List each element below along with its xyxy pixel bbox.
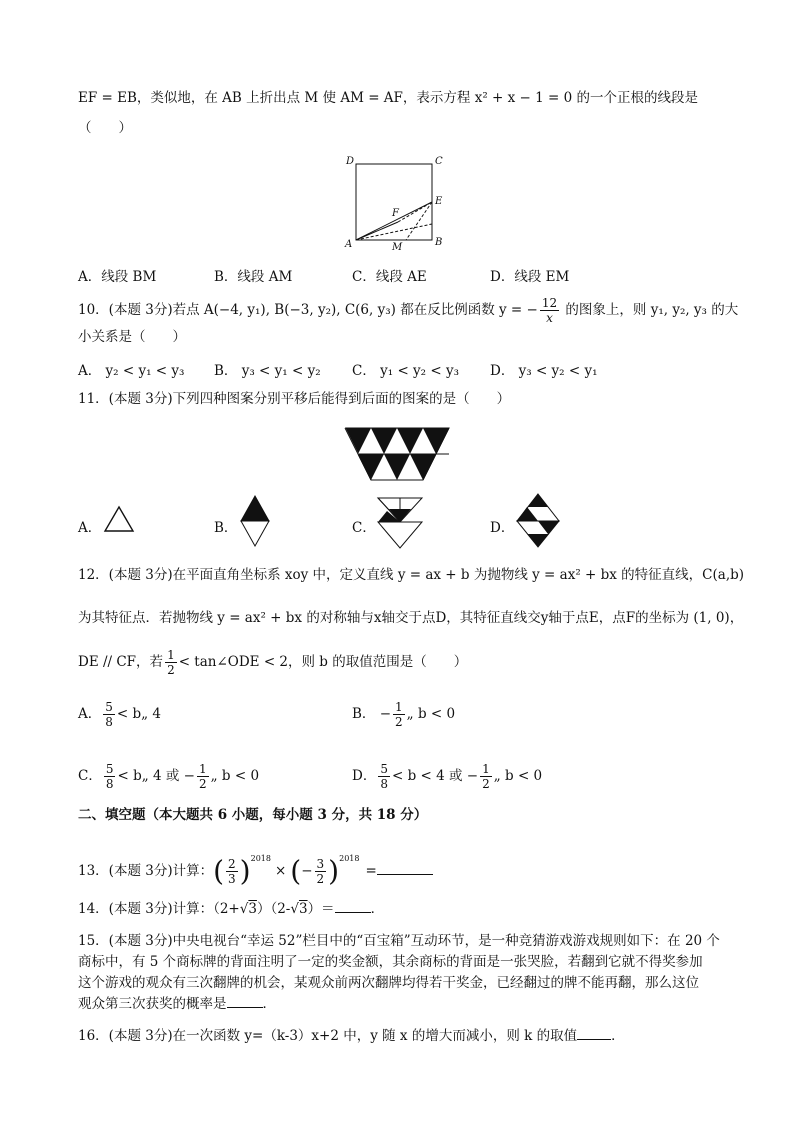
q12-a-frac [103,700,115,729]
q10-fraction [540,296,559,325]
q12-c-num2: 1 [199,762,207,776]
q14-suffix: ）＝ [307,901,335,917]
q12-d-num2: 1 [482,762,490,776]
q12-line3 [78,648,467,677]
q13-prefix: 13．(本题 3分)计算： [78,863,214,879]
q13-f1-den: 3 [228,872,236,886]
q14-sqrt1-value: 3 [248,901,257,917]
q12-line3-num: 1 [167,648,175,662]
q12-c-den1: 8 [105,777,114,791]
q9-option-a: A．线段 BM [78,269,157,285]
q12-b-suffix: „ b < 0 [406,706,456,722]
q12-a-suffix: < b„ 4 [116,706,162,722]
label-D: D [346,156,355,167]
q12-line1: 12．(本题 3分)在平面直角坐标系 xoy 中，定义直线 y = ax + b 为抛物线 y = ax² + bx 的特征直线，C(a,b) [78,567,745,583]
q11-option-c-figure [377,497,423,549]
q12-a-prefix: A． [78,706,102,722]
q12-b-den: 2 [395,715,403,729]
q12-line3-den: 2 [167,663,175,677]
q12-d-den2: 2 [482,777,490,791]
q12-d-den1: 8 [380,777,388,791]
q15-end: ． [262,996,276,1012]
q14-line [78,900,384,918]
q16-end: ． [611,1028,625,1044]
q15-line4 [78,995,276,1013]
q14-end: ． [370,901,385,917]
q11-option-a-label: A． [78,520,102,536]
q13-f2-sign: − [301,863,313,879]
q12-option-a [78,700,161,729]
q12-option-d [352,762,542,791]
q12-line3-suffix: < tan∠ODE < 2，则 b 的取值范围是（ ） [178,654,468,670]
label-A: A [345,239,353,250]
q9-option-b: B．线段 AM [214,269,293,285]
q9-option-d: D．线段 EM [490,269,570,285]
q12-c-prefix: C． [78,768,102,784]
q12-line3-prefix: DE // CF，若 [78,654,164,670]
q12-b-num: 1 [395,700,403,714]
label-E: E [435,196,443,207]
q11-option-b-label: B． [214,520,238,536]
q13-f1-num: 2 [228,857,236,871]
q10-prefix: 10．(本题 3分)若点 A(−4, y₁), B(−3, y₂), C(6, y₃) 都在反比例函数 y = − [78,302,538,318]
q10-frac-den: x [546,311,553,325]
q13-f2-den: 2 [316,872,325,886]
q11-option-d-figure [515,493,561,551]
q16-text: 16．(本题 3分)在一次函数 y=（k-3）x+2 中，y 随 x 的增大而减小，则 k 的取值 [78,1028,578,1044]
q12-c-den2: 2 [199,777,207,791]
q14-answer-blank[interactable] [335,912,371,913]
q12-d-mid: < b < 4 或 − [391,768,479,784]
q12-b-prefix: B． − [352,706,392,722]
q12-c-frac2 [197,762,209,791]
q11-line1: 11．(本题 3分)下列四种图案分别平移后能得到后面的图案的是（ ） [78,391,511,407]
q9-line1: EF = EB，类似地，在 AB 上折出点 M 使 AM = AF，表示方程 x² + x − 1 = 0 的一个正根的线段是 [78,90,699,106]
q13-frac1 [226,857,238,886]
q15-line3: 这个游戏的观众有三次翻牌的机会，某观众前两次翻牌均得若干奖金，已经翻过的牌不能再翻，那么这位 [78,975,699,991]
q12-c-frac1 [104,762,116,791]
q9-square-figure [340,152,450,252]
q12-a-den: 8 [105,715,113,729]
q13-exp1: 2018 [250,854,271,863]
q12-d-frac2 [480,762,492,791]
q13-line: 13．(本题 3分)计算：( $\frac{2}{3}$ )$^{2018}$× (− $\frac{3}{2}$ )$^{2018}$= [78,846,433,886]
q10-option-c: C． y₁ < y₂ < y₃ [352,363,460,379]
label-C: C [435,156,443,167]
q16-answer-blank[interactable] [577,1039,611,1040]
q12-option-c [78,762,259,791]
q12-d-frac1 [378,762,390,791]
q12-line3-fraction [165,648,177,677]
q14-sqrt2: √3 [290,901,308,917]
q15-answer-blank[interactable] [227,1007,263,1008]
q16-line [78,1027,625,1045]
q13-exp2: 2018 [339,854,360,863]
section-2-heading: 二、填空题（本大题共 6 小题，每小题 3 分，共 18 分） [78,807,428,823]
q12-c-suffix: „ b < 0 [210,768,260,784]
q15-line1: 15．(本题 3分)中央电视台“幸运 52”栏目中的“百宝箱”互动环节，是一种竞猜游戏游戏规则如下：在 20 个 [78,933,720,949]
q10-option-b: B． y₃ < y₁ < y₂ [214,363,321,379]
q14-mid: ）（2- [256,901,291,917]
q12-option-b [352,700,455,729]
q14-sqrt2-value: 3 [298,901,308,917]
q13-times: × [274,863,287,879]
q11-option-a-figure [103,505,135,533]
q15-line2: 商标中，有 5 个商标牌的背面注明了一定的奖金额，其余商标的背面是一张哭脸，若翻到它就不得奖参加 [78,954,703,970]
q12-c-mid: < b„ 4 或 − [117,768,195,784]
q13-f2-num: 3 [316,857,325,871]
q12-c-num1: 5 [105,762,114,776]
q11-target-pattern [345,428,450,482]
label-F: F [392,208,399,219]
label-M: M [392,242,403,253]
q11-option-c-label: C． [352,520,376,536]
label-B: B [435,237,443,248]
q13-equals: = [365,863,377,879]
q10-line1 [78,296,738,325]
q10-suffix: 的图象上，则 y₁, y₂, y₃ 的大 [561,302,739,318]
q10-line2: 小关系是（ ） [78,329,186,345]
q10-option-a: A． y₂ < y₁ < y₃ [78,363,185,379]
q10-option-d: D． y₃ < y₂ < y₁ [490,363,598,379]
q11-option-d-label: D． [490,520,515,536]
q15-line4-text: 观众第三次获奖的概率是 [78,996,227,1012]
q13-answer-blank[interactable] [377,874,433,875]
q12-d-prefix: D． [352,768,377,784]
q12-b-frac [393,700,405,729]
q14-sqrt1: √3 [239,901,257,917]
q11-option-b-figure [240,495,270,547]
q9-paren: （ ） [78,120,132,136]
q13-frac2 [315,857,327,886]
q12-d-suffix: „ b < 0 [493,768,543,784]
q14-prefix: 14．(本题 3分)计算：（2+ [78,901,240,917]
q10-frac-num: 12 [541,296,558,310]
q9-option-c: C．线段 AE [352,269,427,285]
q12-d-num1: 5 [380,762,388,776]
q12-line2: 为其特征点．若抛物线 y = ax² + bx 的对称轴与x轴交于点D，其特征直线交y轴于点E，点F的坐标为 (1, 0)， [78,610,744,626]
q12-a-num: 5 [105,700,113,714]
